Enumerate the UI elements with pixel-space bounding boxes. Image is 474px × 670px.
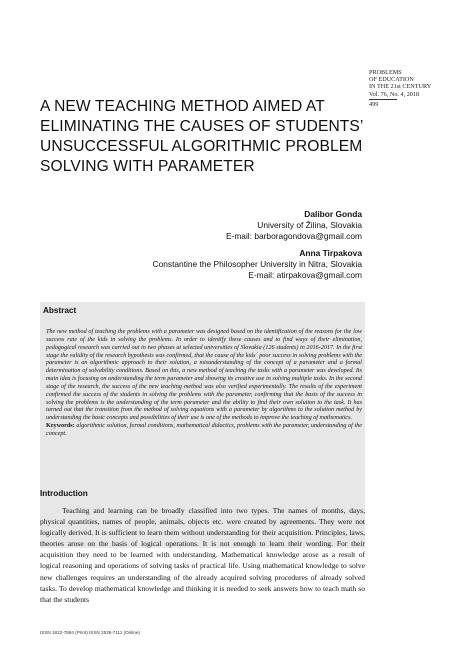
journal-name-line-1: PROBLEMS [369,69,402,76]
paper-title: A NEW TEACHING METHOD AIMED AT ELIMINATING THE CAUSES OF STUDENTS’ UNSUCCESSFUL ALGORITHMIC PROBLEM SOLVING WITH PARAMETER [40,98,363,175]
journal-running-head [369,69,469,108]
issn-footer: ISSN 1822-7864 (Print) ISSN 2538-7111 (Online) [40,630,140,635]
introduction-paragraph: Teaching and learning can be broadly classified into two types. The names of months, days, physical quantities, names of people, animals, objects etc. were created by agreements. They were not logically derived. It is sufficient to learn them without understanding for their acquisition. Principles, laws, theories arose on the basis of logical operations. It is not enough to learn their wording. For their acquisition they need to be learned with understanding. Mathematical knowledge arose as a result of logical reasoning and operations of solving tasks of practical life. Using mathematical knowledge to solve new challenges requires an understanding of the already acquired solving procedures of already solved tasks. To develop mathematical knowledge and thinking it is needed to seek answers how to teach math so that the students [40,506,365,604]
abstract-text: The new method of teaching the problems with a parameter was designed based on the identification of the reasons for the low success rate of the kids in solving the problems. In order to identify these causes and to find ways of their elimination, pedagogical research was carried out in two phases at selected universities of Slovakia (126 students) in 2016-2017. In the first stage the validity of the research hypothesis was confirmed, that the cause of the kids´ poor success in solving problems with the parameter is an algorithmic approach to their solution, a misunderstanding of the concept of a parameter and a formal determination of solvability conditions. Based on this, a new method of teaching the tasks with a parameter was developed. Its main idea is focusing on understanding the term parameter and showing its creative use in solving multiple tasks. In the second stage of the research, the success of the new teaching method was also verified experimentally. The results of the experiment confirmed the success of the students in solving the problems with the parameter, confirming that the basis of the success in solving the problems is the understanding of the term parameter and the ability to find their own solution to the task. It has turned out that the transition from the method of solving equations with a parameter by algorithms to the solution method by understanding the basic concepts and possibilities of their use is one of the methods to improve the teaching of mathematics. [46,329,362,422]
author-affiliation: Constantine the Philosopher University in Nitra, Slovakia [152,259,362,269]
author-name: Anna Tirpakova [299,248,362,258]
journal-name-line-3: IN THE 21st CENTURY [369,83,432,91]
introduction-heading: Introduction [40,489,88,498]
author-block-2 [153,248,362,281]
keywords-label: Keywords: [46,423,75,430]
journal-volume: Vol. 76, No. 4, 2018 [369,90,420,98]
author-email: E-mail: atirpakova@gmail.com [248,270,362,280]
page-number: 499 [369,100,379,108]
author-email: E-mail: barboragondova@gmail.com [225,231,362,241]
abstract-body [46,329,362,439]
journal-name-line-2: OF EDUCATION [369,76,414,84]
author-name: Dalibor Gonda [304,209,362,219]
author-affiliation: University of Žilina, Slovakia [257,220,362,230]
abstract-heading: Abstract [43,306,77,315]
header-rule [369,99,397,100]
author-block-1 [226,209,362,242]
keywords-text: algorithmic solution, formal conditions, mathematical didactics, problems with the parameter, understanding of the concept. [46,423,362,437]
